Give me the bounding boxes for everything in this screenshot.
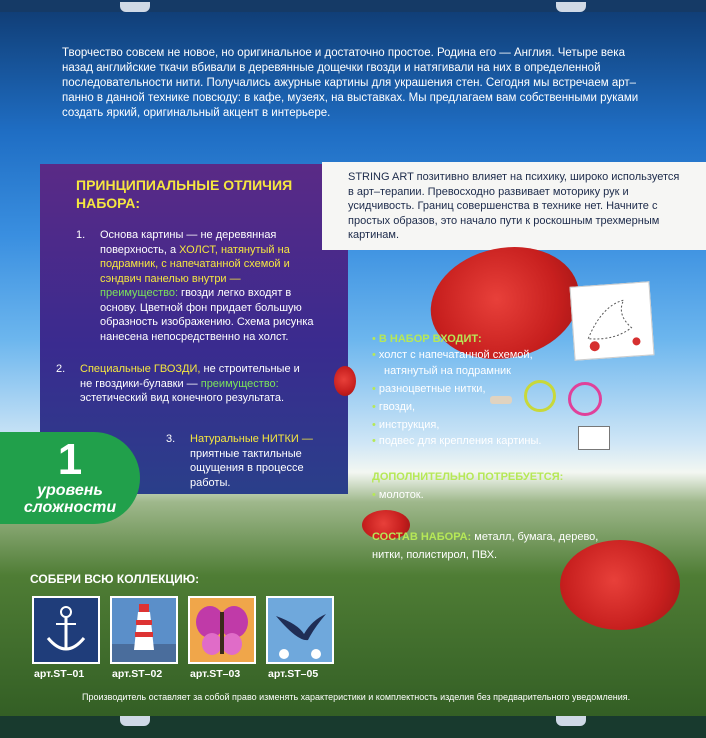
item-advantage: преимущество: bbox=[100, 287, 178, 299]
kit-item: • инструкция, bbox=[372, 419, 440, 431]
kit-item-text: инструкция, bbox=[378, 419, 440, 431]
string-art-text: STRING ART позитивно влияет на психику, широко используется в арт–терапии. Превосходно развивает моторику рук и усидчивость. Границ совершенства в технике нет. Начните с простых образов, это начало пути к роскошным трехмерным картинам. bbox=[348, 171, 680, 241]
collection-thumb-swallow bbox=[266, 596, 334, 664]
collection-label: арт.ST–01 bbox=[34, 668, 85, 680]
kit-item: • разноцветные нитки, bbox=[372, 383, 486, 395]
item-number: 2. bbox=[56, 363, 66, 375]
collection-thumb-lighthouse bbox=[110, 596, 178, 664]
poppy-flower-image bbox=[560, 540, 680, 630]
composition bbox=[372, 528, 598, 546]
difference-item-1 bbox=[76, 228, 320, 344]
composition-line-2: нитки, полистирол, ПВХ. bbox=[372, 549, 498, 561]
collection-thumb-butterfly bbox=[188, 596, 256, 664]
composition-heading: СОСТАВ НАБОРА: bbox=[372, 531, 472, 543]
instruction-booklet-icon bbox=[578, 426, 610, 450]
difficulty-number: 1 bbox=[57, 435, 83, 484]
flap-tab bbox=[120, 716, 150, 726]
canvas-scheme-image bbox=[570, 281, 655, 360]
flap-tab bbox=[556, 716, 586, 726]
kit-item-text: холст с напечатанной схемой, bbox=[378, 349, 533, 361]
flap-tab bbox=[120, 2, 150, 12]
kit-item-text: гвозди, bbox=[378, 401, 416, 413]
kit-item: • холст с напечатанной схемой, bbox=[372, 349, 533, 361]
differences-title: ПРИНЦИПИАЛЬНЫЕ ОТЛИЧИЯ НАБОРА: bbox=[76, 177, 293, 211]
extra-item: • молоток. bbox=[372, 489, 424, 501]
kit-heading-text: В НАБОР ВХОДИТ: bbox=[378, 333, 482, 345]
kit-item bbox=[384, 364, 511, 378]
difference-item-3 bbox=[166, 432, 330, 490]
thread-ball-yellow-icon bbox=[524, 380, 556, 412]
extra-heading-text: ДОПОЛНИТЕЛЬНО ПОТРЕБУЕТСЯ: bbox=[372, 471, 564, 483]
anchor-icon bbox=[34, 598, 98, 662]
butterfly-icon bbox=[190, 598, 254, 662]
difficulty-badge bbox=[0, 432, 140, 524]
composition-text: металл, бумага, дерево, bbox=[471, 531, 599, 543]
collection-thumb-anchor bbox=[32, 596, 100, 664]
item-text-d: эстетический вид конечного результата. bbox=[80, 392, 285, 404]
item-text-a: Натуральные НИТКИ — bbox=[190, 433, 313, 445]
thread-ball-pink-icon bbox=[568, 382, 602, 416]
footer-disclaimer: Производитель оставляет за собой право изменять характеристики и комплектность изделия без предварительного уведомления. bbox=[82, 692, 631, 702]
collection-label: арт.ST–02 bbox=[112, 668, 163, 680]
collection-label: арт.ST–03 bbox=[190, 668, 241, 680]
swan-scheme-icon bbox=[571, 282, 654, 359]
box-bottom-flap bbox=[0, 716, 706, 738]
difficulty-label-1: уровень bbox=[37, 482, 103, 499]
difference-item-2 bbox=[56, 362, 312, 406]
kit-item: • подвес для крепления картины. bbox=[372, 435, 542, 447]
item-text-d: гвозди легко входят в основу. Цветной фон придает большую образность изображению. Схема рисунка нанесена непосредственно на холст. bbox=[100, 287, 314, 343]
kit-item-text: подвес для крепления картины. bbox=[378, 435, 542, 447]
swallow-icon bbox=[268, 598, 332, 662]
collection-title: СОБЕРИ ВСЮ КОЛЛЕКЦИЮ: bbox=[30, 572, 200, 586]
collection-label: арт.ST–05 bbox=[268, 668, 319, 680]
item-text-a: Основа картины — не деревянная поверхность, а bbox=[100, 229, 277, 256]
kit-item: • гвозди, bbox=[372, 401, 416, 413]
item-number: 1. bbox=[76, 229, 86, 241]
item-text-b: ХОЛСТ, натянутый на подрамник, с напечатанной схемой и сэндвич панелью внутри — bbox=[100, 243, 290, 285]
item-number: 3. bbox=[166, 433, 176, 445]
nails-icon bbox=[490, 396, 512, 404]
poppy-flower-image bbox=[334, 366, 356, 396]
lighthouse-icon bbox=[112, 598, 176, 662]
kit-item-text: разноцветные нитки, bbox=[378, 383, 486, 395]
difficulty-label-2: сложности bbox=[23, 499, 117, 516]
flap-tab bbox=[556, 2, 586, 12]
box-top-flap bbox=[0, 0, 706, 12]
extra-item-text: молоток. bbox=[378, 489, 424, 501]
item-advantage: преимущество: bbox=[200, 377, 279, 390]
item-text-b: приятные тактильные ощущения в процессе работы. bbox=[190, 447, 304, 489]
kit-item-text: натянутый на подрамник bbox=[384, 365, 511, 377]
item-text-a: Специальные ГВОЗДИ, bbox=[80, 363, 201, 375]
item-text-b: не строительные и не гвоздики-булавки — bbox=[80, 363, 300, 390]
kit-heading: • В НАБОР ВХОДИТ: bbox=[372, 333, 482, 345]
extra-heading bbox=[372, 468, 563, 486]
intro-text: Творчество совсем не новое, но оригинальное и достаточно простое. Родина его — Англия. Четыре века назад английские ткачи вбивали в деревянные дощечки гвозди и натягивали на них в определенной последовательности нити. Получались ажурные картины для украшения стен. Сегодня мы встречаем арт–панно в данной технике повсюду: в кафе, музеях, на выставках. Мы предлагаем вам собственными руками создать яркий, оригинальный акцент в интерьере. bbox=[62, 47, 639, 119]
